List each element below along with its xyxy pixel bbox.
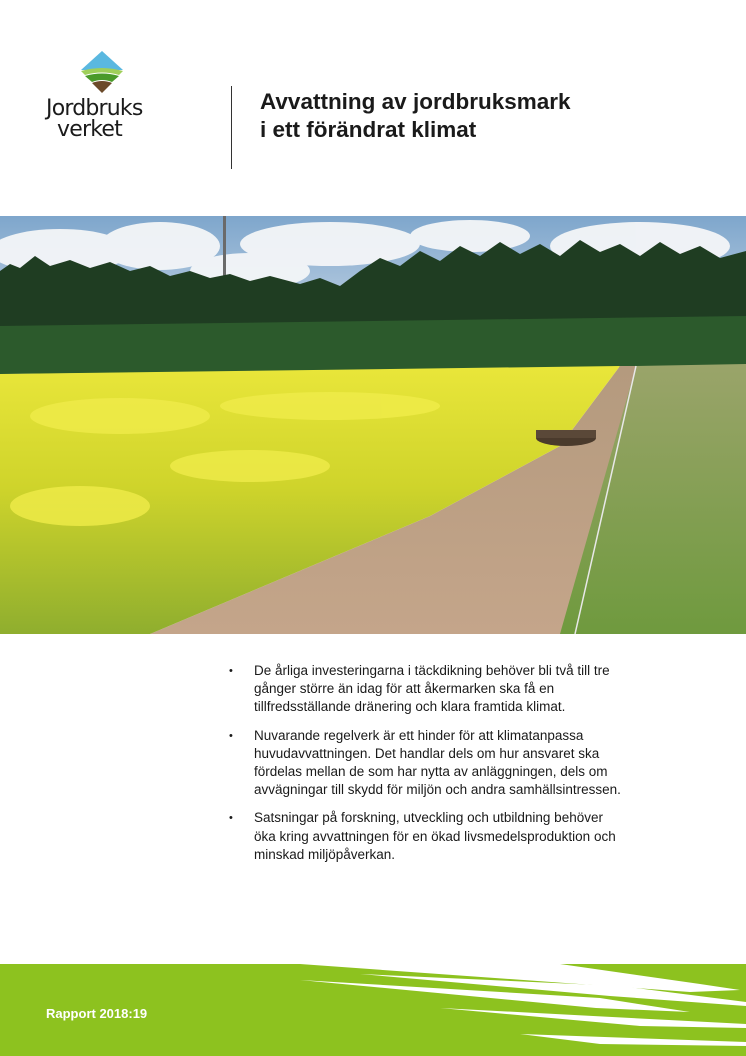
bullet-text: De årliga investeringarna i täckdikning behöver bli två till tre gånger större än idag för att åkermarken ska få en tillfredsställande dränering och klara framtida klimat. xyxy=(254,663,610,715)
bullet-text: Nuvarande regelverk är ett hinder för att klimatanpassa huvudavvattningen. Det handlar dels om hur ansvaret ska fördelas mellan de som har nytta av anläggningen, dels om avvägningar till skydd för miljön och andra samhällsintressen. xyxy=(254,727,621,798)
bullet-marker: • xyxy=(229,665,233,677)
bullet-text: Satsningar på forskning, utveckling och utbildning behöver öka kring avvattningen för en ökad livsmedelsproduktion och minskad miljöpåverkan. xyxy=(254,810,616,862)
bullet-marker: • xyxy=(229,729,233,742)
title-divider xyxy=(231,86,232,169)
jordbruksverket-logo xyxy=(40,50,170,150)
logo-wordmark xyxy=(46,98,166,140)
list-item xyxy=(228,662,628,717)
title-line-1: Avvattning av jordbruksmark xyxy=(260,89,571,114)
key-findings-list xyxy=(228,662,628,874)
list-item xyxy=(228,809,628,864)
title-line-2: i ett förändrat klimat xyxy=(260,117,477,142)
page-title xyxy=(260,88,720,144)
logo-line-2: verket xyxy=(57,117,122,142)
logo-diamond-icon xyxy=(79,50,125,94)
report-number: Rapport 2018:19 xyxy=(46,1006,148,1021)
list-item xyxy=(228,727,628,800)
bullet-marker: • xyxy=(229,812,233,825)
cover-photo xyxy=(0,216,746,634)
logo-line-1: Jordbruks xyxy=(46,96,143,121)
